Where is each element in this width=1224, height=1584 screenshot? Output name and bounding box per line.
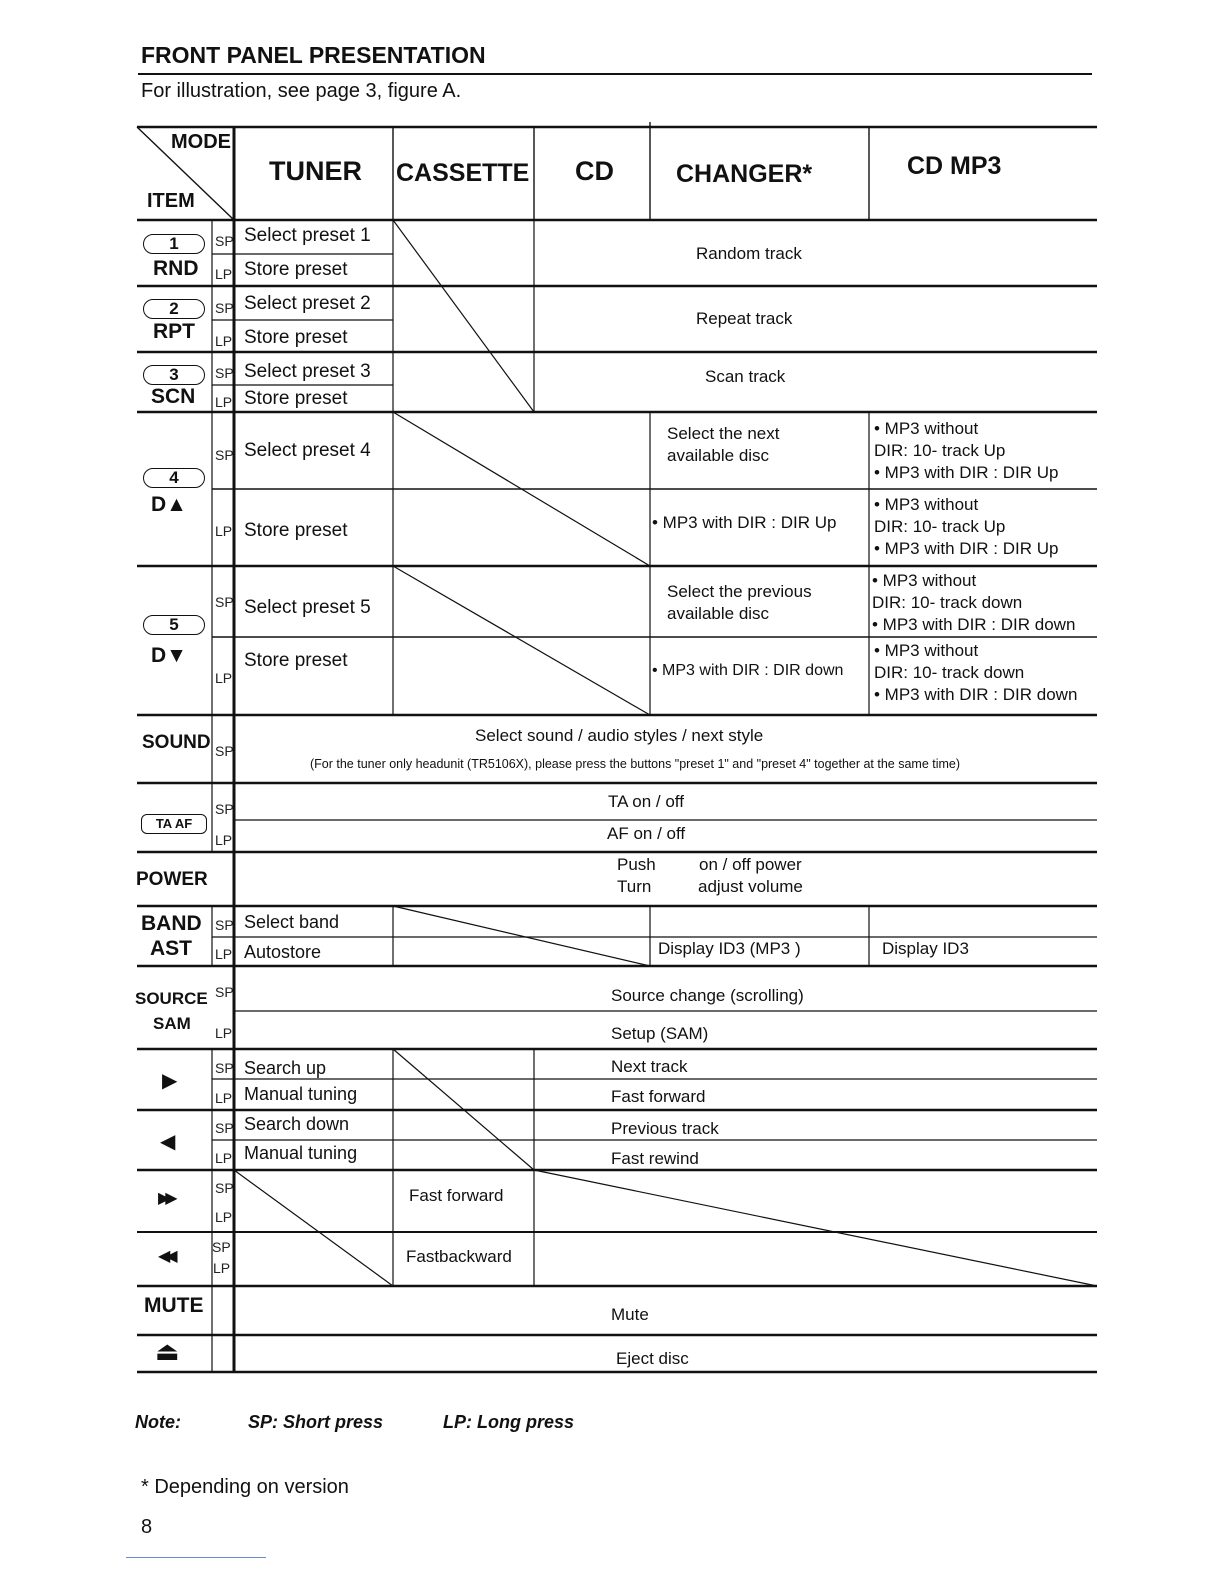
disc-down-label: D▼ (151, 644, 187, 667)
autostore: Autostore (244, 942, 322, 962)
store-preset-1: Store preset (244, 259, 348, 280)
manual-tuning-up: Manual tuning (244, 1084, 358, 1104)
note-lp: LP: Long press (443, 1412, 575, 1432)
header-cassette: CASSETTE (396, 159, 530, 187)
footer-rule (126, 1557, 266, 1558)
preset-2-key: 2 (143, 299, 205, 319)
sp-tag: SP (215, 1060, 234, 1076)
push-value: on / off power (699, 855, 802, 874)
sp-tag: SP (215, 1120, 234, 1136)
source-change: Source change (scrolling) (611, 986, 804, 1005)
lp-tag: LP (215, 1025, 233, 1041)
cassette-fast-forward: Fast forward (409, 1186, 504, 1205)
scn-label: SCN (151, 385, 196, 408)
cassette-fast-backward: Fastbackward (406, 1247, 512, 1266)
fast-forward-cd: Fast forward (611, 1087, 706, 1106)
note-label: Note: (135, 1412, 181, 1432)
page-title: FRONT PANEL PRESENTATION (141, 42, 486, 68)
source-label: SOURCE (135, 989, 208, 1008)
select-preset-3: Select preset 3 (244, 361, 371, 382)
changer-dir-down: • MP3 with DIR : DIR down (652, 662, 844, 679)
select-preset-4: Select preset 4 (244, 440, 371, 461)
push-label: Push (617, 855, 656, 874)
select-preset-1: Select preset 1 (244, 225, 371, 246)
search-down: Search down (244, 1114, 350, 1134)
mp3-sp-line3: • MP3 with DIR : DIR down (872, 615, 1076, 634)
select-preset-2: Select preset 2 (244, 293, 371, 314)
sp-tag: SP (215, 984, 234, 1000)
lp-tag: LP (215, 266, 233, 282)
rewind-icon: ◀◀ (158, 1248, 173, 1265)
mp3-lp-line1: • MP3 without (874, 641, 979, 660)
sam-label: SAM (153, 1014, 191, 1033)
lp-tag: LP (215, 394, 233, 410)
preset-4-key: 4 (143, 468, 205, 488)
random-track: Random track (696, 244, 802, 263)
mp3-lp-line3: • MP3 with DIR : DIR Up (874, 539, 1059, 558)
fast-forward-icon: ▶▶ (158, 1190, 173, 1207)
mp3-sp-line2: DIR: 10- track Up (874, 441, 1006, 460)
disc-up-label: D▲ (151, 493, 187, 516)
header-changer: CHANGER* (676, 160, 813, 188)
footnote: * Depending on version (141, 1476, 349, 1498)
preset-1-key: 1 (143, 234, 205, 254)
display-id3: Display ID3 (882, 939, 969, 958)
lp-tag: LP (215, 523, 233, 539)
lp-tag: LP (213, 1260, 231, 1276)
store-preset-5: Store preset (244, 650, 348, 671)
mp3-lp-line1: • MP3 without (874, 495, 979, 514)
store-preset-3: Store preset (244, 388, 348, 409)
next-icon: ▶ (162, 1070, 178, 1092)
rpt-label: RPT (153, 320, 195, 343)
sp-tag: SP (212, 1239, 231, 1255)
sound-note: (For the tuner only headunit (TR5106X), please press the buttons "preset 1" and "preset 4" together at the same time) (310, 757, 961, 771)
header-cd: CD (575, 156, 614, 186)
display-id3-mp3: Display ID3 (MP3 ) (658, 939, 801, 958)
sp-tag: SP (215, 300, 234, 316)
rnd-label: RND (153, 257, 199, 280)
preset-5-key: 5 (143, 615, 205, 635)
header-item: ITEM (147, 190, 195, 212)
search-up: Search up (244, 1058, 327, 1078)
turn-label: Turn (617, 877, 652, 896)
store-preset-4: Store preset (244, 520, 348, 541)
band-label: BAND (141, 912, 202, 935)
sp-tag: SP (215, 447, 234, 463)
preset-3-key: 3 (143, 365, 205, 385)
lp-tag: LP (215, 333, 233, 349)
ast-label: AST (150, 937, 192, 960)
store-preset-2: Store preset (244, 327, 348, 348)
lp-tag: LP (215, 670, 233, 686)
mp3-sp-line1: • MP3 without (874, 419, 979, 438)
lp-tag: LP (215, 946, 233, 962)
sound-main: Select sound / audio styles / next style (475, 726, 764, 745)
mute-label: MUTE (144, 1294, 204, 1317)
header-mode: MODE (171, 131, 231, 153)
subtitle: For illustration, see page 3, figure A. (141, 80, 462, 102)
sound-label: SOUND (142, 732, 211, 753)
mp3-sp-line1: • MP3 without (872, 571, 977, 590)
changer-dir-up: • MP3 with DIR : DIR Up (652, 513, 837, 532)
note-sp: SP: Short press (248, 1412, 384, 1432)
manual-tuning-down: Manual tuning (244, 1143, 358, 1163)
mp3-lp-line3: • MP3 with DIR : DIR down (874, 685, 1078, 704)
sp-tag: SP (215, 801, 234, 817)
changer-prev-line1: Select the previous (667, 582, 812, 601)
header-tuner: TUNER (269, 156, 362, 186)
fast-rewind: Fast rewind (611, 1149, 699, 1168)
af-on-off: AF on / off (607, 824, 686, 843)
sp-tag: SP (215, 1180, 234, 1196)
select-preset-5: Select preset 5 (244, 597, 371, 618)
mp3-sp-line3: • MP3 with DIR : DIR Up (874, 463, 1059, 482)
page-number: 8 (141, 1516, 153, 1538)
repeat-track: Repeat track (696, 309, 793, 328)
mp3-lp-line2: DIR: 10- track down (874, 663, 1025, 682)
sp-tag: SP (215, 917, 234, 933)
eject-icon: ⏏ (155, 1336, 180, 1366)
sp-tag: SP (215, 594, 234, 610)
changer-next-line2: available disc (667, 446, 770, 465)
mute-text: Mute (611, 1305, 649, 1324)
sp-tag: SP (215, 365, 234, 381)
turn-value: adjust volume (698, 877, 803, 896)
eject-disc: Eject disc (616, 1349, 689, 1368)
previous-icon: ◀ (160, 1131, 176, 1153)
lp-tag: LP (215, 1150, 233, 1166)
mp3-lp-line2: DIR: 10- track Up (874, 517, 1006, 536)
lp-tag: LP (215, 1090, 233, 1106)
lp-tag: LP (215, 832, 233, 848)
next-track: Next track (611, 1057, 688, 1076)
sp-tag: SP (215, 233, 234, 249)
lp-tag: LP (215, 1209, 233, 1225)
power-label: POWER (136, 869, 208, 890)
ta-af-key: TA AF (141, 814, 207, 834)
ta-on-off: TA on / off (608, 792, 684, 811)
header-cdmp3: CD MP3 (907, 152, 1002, 180)
changer-prev-line2: available disc (667, 604, 770, 623)
select-band: Select band (244, 912, 340, 932)
mp3-sp-line2: DIR: 10- track down (872, 593, 1023, 612)
changer-next-line1: Select the next (667, 424, 780, 443)
previous-track: Previous track (611, 1119, 719, 1138)
sp-tag: SP (215, 743, 234, 759)
scan-track: Scan track (705, 367, 786, 386)
setup-sam: Setup (SAM) (611, 1024, 709, 1043)
